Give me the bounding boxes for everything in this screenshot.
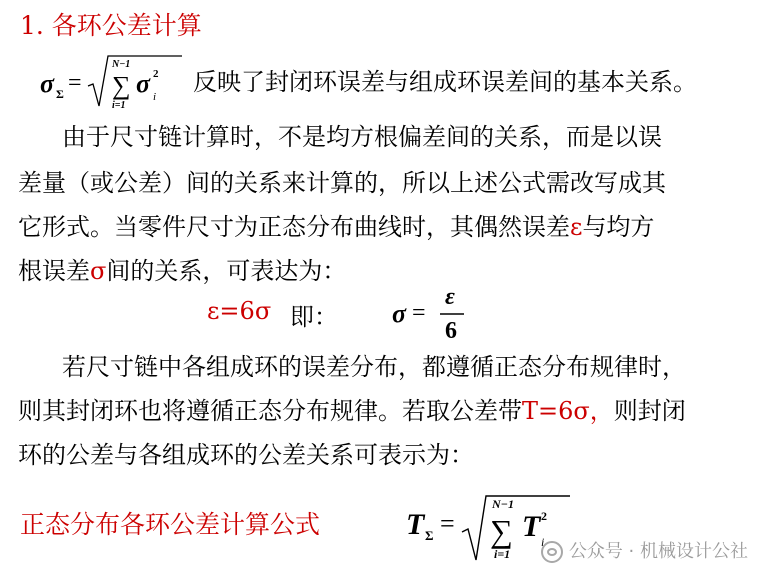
watermark-text: 公众号 · 机械设计公社 [568, 541, 748, 562]
sum-sign: ∑ [112, 71, 131, 100]
section-heading: 1. 各环公差计算 [20, 11, 202, 40]
fraction-numerator: ε [445, 284, 455, 310]
formula-lhs: σ [40, 69, 55, 98]
paragraph-2-line-1: 若尺寸链中各组成环的误差分布，都遵循正态分布规律时， [62, 353, 686, 381]
tolerance-term-sup: 2 [541, 509, 547, 523]
sigma-fraction-formula [390, 282, 470, 346]
relation-ji-label: 即： [290, 303, 338, 331]
tolerance-sum-lower: i=1 [494, 547, 511, 561]
fraction-lhs: σ [392, 299, 407, 328]
watermark [541, 537, 748, 563]
formula-term-sup: 2 [153, 68, 159, 80]
paragraph-2-line-2: 则其封闭环也将遵循正态分布规律。若取公差带T=6σ，则封闭 [18, 397, 686, 425]
tolerance-band-value: T=6σ， [522, 397, 614, 425]
paragraph-2-line-3: 环的公差与各组成环的公差关系可表示为： [18, 441, 474, 469]
paragraph-1-line-2: 差量（或公差）间的关系来计算的，所以上述公式需改写成其 [18, 169, 666, 197]
tolerance-lhs: T [406, 508, 425, 541]
rms-formula [36, 50, 186, 114]
relation-equation: ε=6σ [207, 297, 272, 325]
formula-description: 反映了封闭环误差与组成环误差间的基本关系。 [193, 68, 697, 96]
formula-equals: = [68, 70, 82, 96]
sqrt-sign [88, 56, 182, 106]
tolerance-term-sub: i [541, 535, 545, 549]
tolerance-equals: = [440, 509, 455, 538]
formula-term-sub: i [153, 91, 157, 103]
wechat-icon [541, 541, 563, 563]
tolerance-term: T [522, 510, 541, 543]
formula-lhs-sub: Σ [56, 87, 64, 101]
paragraph-1-line-4: 根误差σ间的关系，可表达为： [18, 257, 347, 285]
formula-term: σ [136, 69, 151, 98]
sigma-symbol: σ [90, 257, 107, 285]
tolerance-sum-sign: ∑ [490, 513, 513, 549]
normal-distribution-formula-label: 正态分布各环公差计算公式 [20, 510, 321, 539]
fraction-equals: = [412, 300, 426, 326]
epsilon-symbol: ε [570, 213, 583, 241]
sum-upper-limit: N−1 [112, 59, 131, 70]
sum-lower-limit: i=1 [112, 100, 126, 111]
paragraph-1-line-1: 由于尺寸链计算时，不是均方根偏差间的关系，而是以误 [62, 123, 662, 151]
paragraph-1-line-3: 它形式。当零件尺寸为正态分布曲线时，其偶然误差ε与均方 [18, 213, 655, 241]
tolerance-lhs-sub: Σ [425, 528, 434, 543]
fraction-denominator: 6 [445, 318, 457, 344]
tolerance-sum-upper: N−1 [492, 497, 514, 511]
